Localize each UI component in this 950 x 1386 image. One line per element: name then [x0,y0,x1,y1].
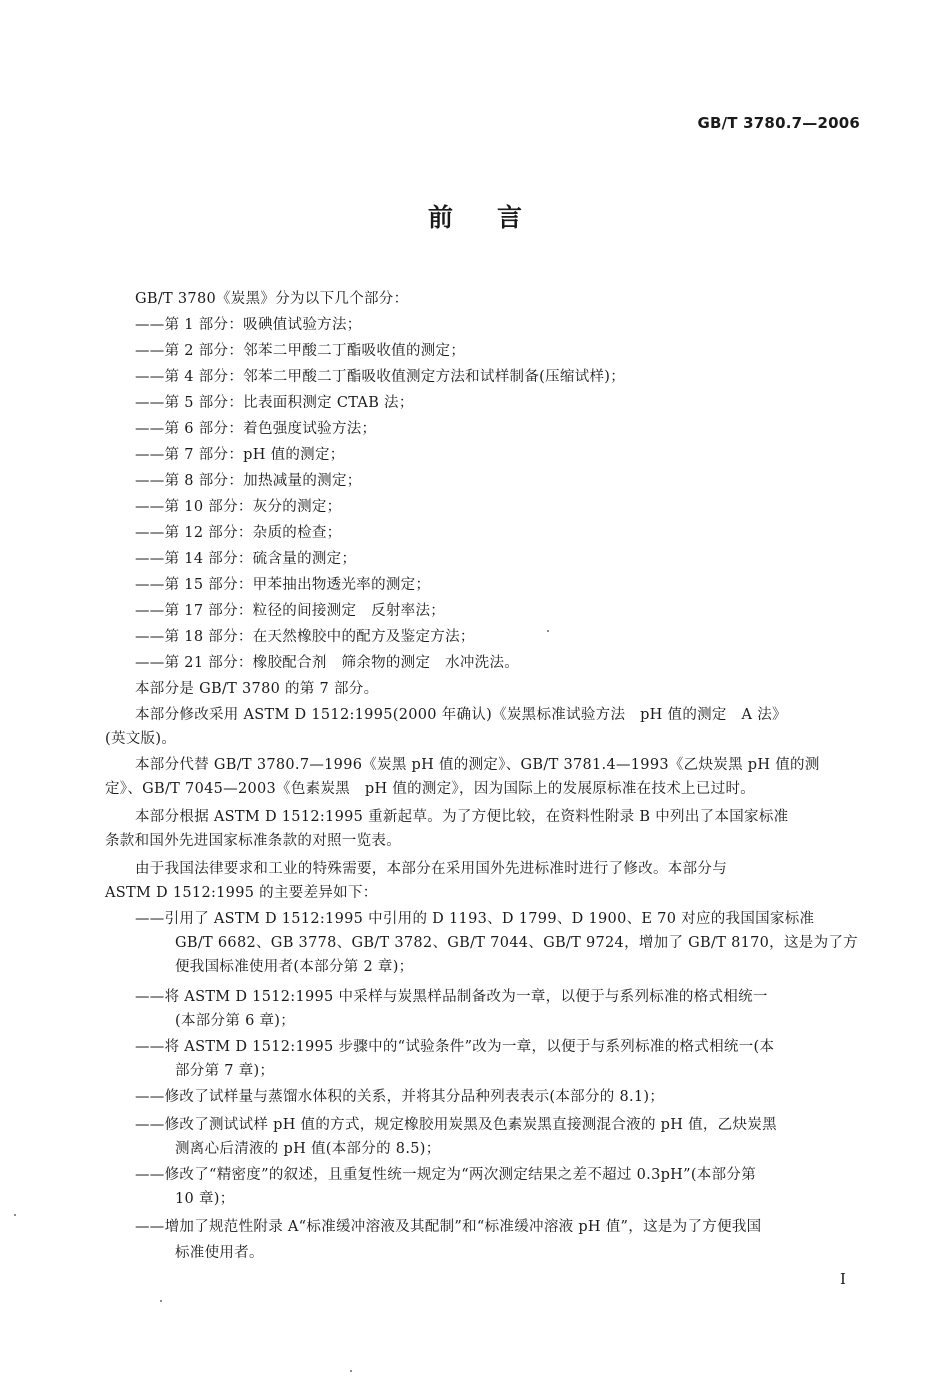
scan-speck [160,1300,162,1302]
text-line: ——增加了规范性附录 A“标准缓冲溶液及其配制”和“标准缓冲溶液 pH 值”，这是为了方便我国 [135,1219,762,1235]
text-line: ——第 5 部分：比表面积测定 CTAB 法； [135,395,414,411]
text-line: (本部分第 6 章)； [175,1013,296,1029]
text-line: ——第 2 部分：邻苯二甲酸二丁酯吸收值的测定； [135,343,466,359]
text-line: 本部分修改采用 ASTM D 1512:1995(2000 年确认)《炭黑标准试验方法 pH 值的测定 A 法》 [135,707,787,723]
text-line: ——第 8 部分：加热减量的测定； [135,473,362,489]
text-line: ——第 17 部分：粒径的间接测定 反射率法； [135,603,446,619]
scan-speck [14,1214,16,1216]
text-line: ——修改了测试试样 pH 值的方式，规定橡胶用炭黑及色素炭黑直接测混合液的 pH 值，乙炔炭黑 [135,1117,777,1133]
text-line: ——第 21 部分：橡胶配合剂 筛余物的测定 水冲洗法。 [135,655,520,671]
text-line: ——修改了“精密度”的叙述，且重复性统一规定为“两次测定结果之差不超过 0.3pH”(本部分第 [135,1167,757,1183]
text-line: 由于我国法律要求和工业的特殊需要，本部分在采用国外先进标准时进行了修改。本部分与 [135,861,727,877]
text-line: 部分第 7 章)； [175,1063,275,1079]
scan-speck [350,1370,352,1372]
text-line: 测离心后清液的 pH 值(本部分的 8.5)； [175,1141,441,1157]
scan-speck [547,630,549,632]
text-line: 本部分代替 GB/T 3780.7—1996《炭黑 pH 值的测定》、GB/T 3781.4—1993《乙炔炭黑 pH 值的测 [135,757,820,773]
text-line: ——修改了试样量与蒸馏水体积的关系，并将其分品种列表表示(本部分的 8.1)； [135,1089,665,1105]
text-line: ——第 15 部分：甲苯抽出物透光率的测定； [135,577,431,593]
text-line: 10 章)； [175,1191,235,1207]
text-line: GB/T 6682、GB 3778、GB/T 3782、GB/T 7044、GB/T 9724，增加了 GB/T 8170，这是为了方 [175,935,858,951]
text-line: 本部分是 GB/T 3780 的第 7 部分。 [135,681,379,697]
text-line: 定》、GB/T 7045—2003《色素炭黑 pH 值的测定》，因为国际上的发展原标准在技术上已过时。 [105,781,756,797]
text-line: ——第 1 部分：吸碘值试验方法； [135,317,362,333]
page-number: I [840,1270,846,1288]
page-title: 前言 [427,203,566,232]
text-line: ——将 ASTM D 1512:1995 中采样与炭黑样品制备改为一章，以便于与系列标准的格式相统一 [135,989,768,1005]
text-line: (英文版)。 [105,731,177,747]
text-line: ——第 18 部分：在天然橡胶中的配方及鉴定方法； [135,629,475,645]
text-line: 本部分根据 ASTM D 1512:1995 重新起草。为了方便比较，在资料性附录 B 中列出了本国家标准 [135,809,789,825]
text-line: ——第 10 部分：灰分的测定； [135,499,342,515]
text-line: 条款和国外先进国家标准条款的对照一览表。 [105,833,401,849]
text-line: ——第 14 部分：硫含量的测定； [135,551,357,567]
text-line: 便我国标准使用者(本部分第 2 章)； [175,959,414,975]
text-line: ——引用了 ASTM D 1512:1995 中引用的 D 1193、D 1799、D 1900、E 70 对应的我国国家标准 [135,911,815,927]
text-line: ——第 4 部分：邻苯二甲酸二丁酯吸收值测定方法和试样制备(压缩试样)； [135,369,626,385]
text-line: 标准使用者。 [175,1245,264,1261]
text-line: ASTM D 1512:1995 的主要差异如下： [105,885,378,901]
text-line: ——将 ASTM D 1512:1995 步骤中的“试验条件”改为一章，以便于与系列标准的格式相统一(本 [135,1039,775,1055]
standard-code: GB/T 3780.7—2006 [697,114,860,132]
text-line: GB/T 3780《炭黑》分为以下几个部分： [135,291,409,307]
text-line: ——第 7 部分：pH 值的测定； [135,447,345,463]
text-line: ——第 6 部分：着色强度试验方法； [135,421,377,437]
text-line: ——第 12 部分：杂质的检查； [135,525,342,541]
